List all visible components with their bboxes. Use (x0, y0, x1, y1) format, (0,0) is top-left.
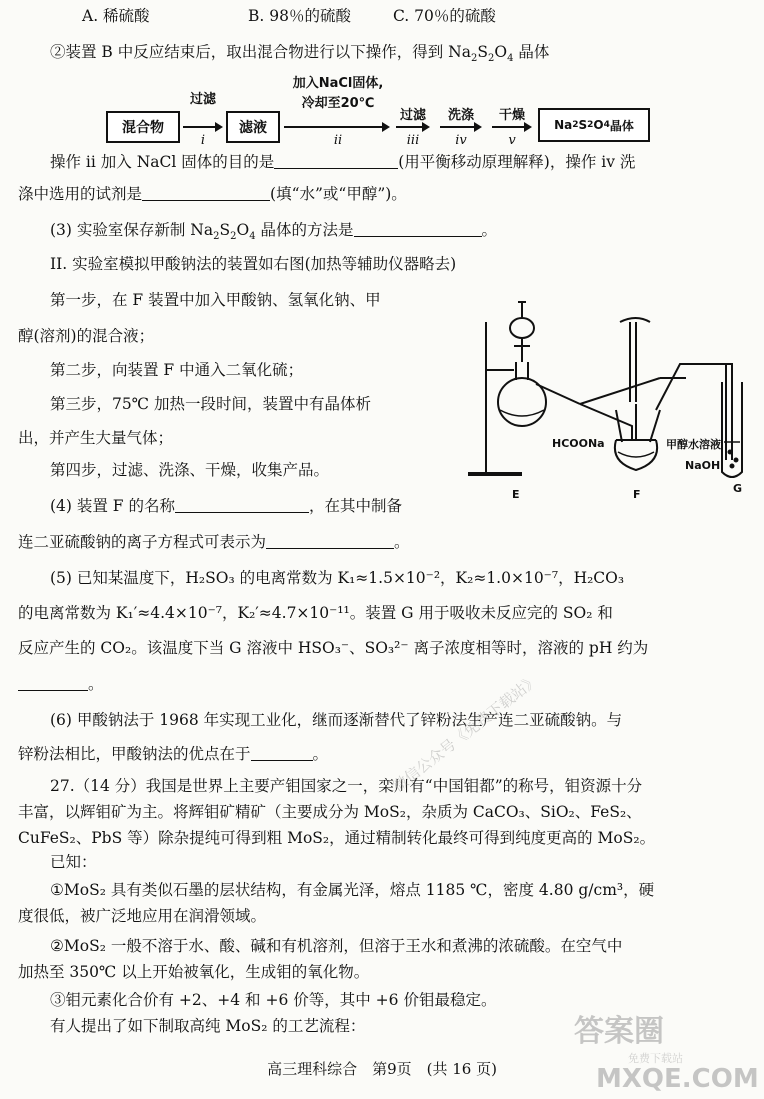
q27-line-3: CuFeS₂、PbS 等）除杂提纯可得到粗 MoS₂，通过精制转化最终可得到纯度更高的 MoS₂。 (18, 829, 656, 847)
flow-arrow (440, 126, 480, 128)
delivery-tube (580, 378, 686, 440)
label-naoh: NaOH (685, 459, 721, 472)
flow-step2-label-1: 加入NaCl固体, (292, 76, 384, 91)
q27-line-5: ①MoS₂ 具有类似石墨的层状结构，有金属光泽，熔点 1185 ℃，密度 4.80 g/cm³，硬 (50, 881, 655, 899)
three-neck-flask (615, 440, 657, 470)
q27-line-9: ③钼元素化合价有 +2、+4 和 +6 价等，其中 +6 价钼最稳定。 (50, 991, 497, 1009)
answer-blank[interactable] (251, 746, 313, 761)
label-methanol-solution: 甲醇水溶液 (666, 438, 721, 451)
answer-blank[interactable] (274, 154, 398, 169)
flow-arrow (396, 126, 428, 128)
q2-line-2: 涤中选用的试剂是 (填“水”或“甲醇”)。 (18, 185, 407, 203)
q27-line-10: 有人提出了如下制取高纯 MoS₂ 的工艺流程： (50, 1017, 366, 1035)
answer-blank[interactable] (266, 534, 394, 549)
q4-line-2: 连二亚硫酸钠的离子方程式可表示为 。 (18, 533, 410, 551)
flow-step4-num: iv (455, 133, 467, 148)
step-1-line-1: 第一步，在 F 装置中加入甲酸钠、氢氧化钠、甲 (50, 291, 381, 309)
q6-line-1: (6) 甲酸钠法于 1968 年实现工业化，继而逐渐替代了锌粉法生产连二亚硫酸钠。与 (50, 711, 623, 729)
q27-line-8: 加热至 350℃ 以上开始被氧化，生成钼的氧化物。 (18, 963, 370, 981)
flow-step5-label: 干燥 (498, 108, 525, 123)
part2-intro: II. 实验室模拟甲酸钠法的装置如右图(加热等辅助仪器略去) (50, 255, 457, 273)
q27-line-7: ②MoS₂ 一般不溶于水、酸、碱和有机溶剂，但溶于王水和煮沸的浓硫酸。在空气中 (50, 937, 623, 955)
page-footer: 高三理科综合 第9页 (共 16 页) (267, 1060, 497, 1078)
flow-step2-num: ii (333, 133, 343, 148)
q27-known: 已知： (50, 853, 97, 871)
answer-blank[interactable] (354, 222, 482, 237)
watermark-site: MXQE.COM (596, 1064, 759, 1094)
flow-step5-num: v (508, 133, 516, 148)
flow-step1-label: 过滤 (189, 92, 216, 107)
step-3-line-2: 出，并产生大量气体； (18, 429, 174, 447)
option-c: C. 70％的硫酸 (393, 7, 496, 25)
q27-line-1: 27.（14 分）我国是世界上主要产钼国家之一，栾川有“中国钼都”的称号，钼资源十分 (50, 777, 643, 795)
option-b: B. 98％的硫酸 (248, 7, 351, 25)
flow-arrow (284, 126, 388, 128)
flow-step3-label: 过滤 (399, 108, 426, 123)
answer-blank[interactable] (142, 186, 270, 201)
stirrer-rotation-icon (620, 318, 650, 322)
q27-line-6: 度很低，被广泛地应用在润滑领域。 (18, 907, 267, 925)
apparatus-diagram (460, 292, 760, 508)
flow-step1-num: i (200, 133, 206, 148)
step-1-line-2: 醇(溶剂)的混合液； (18, 327, 155, 345)
watermark-center: 微信公众号《免费下载站》 (389, 670, 543, 796)
q5-line-2: 的电离常数为 K₁′≈4.4×10⁻⁷，K₂′≈4.7×10⁻¹¹。装置 G 用于吸收未反应完的 SO₂ 和 (18, 604, 613, 622)
q27-line-2: 丰富，以辉钼矿为主。将辉钼矿精矿（主要成分为 MoS₂，杂质为 CaCO₃、SiO₂、FeS₂、 (18, 803, 642, 821)
label-e: E (512, 488, 520, 501)
label-f: F (633, 488, 641, 501)
watermark-small: 免费下载站 (628, 1052, 683, 1065)
q5-line-3: 反应产生的 CO₂。该温度下当 G 溶液中 HSO₃⁻、SO₃²⁻ 离子浓度相等时，溶液的 pH 约为 (18, 639, 649, 657)
q4-line-1: (4) 装置 F 的名称 ，在其中制备 (50, 497, 403, 515)
flow-step4-label: 洗涤 (447, 108, 474, 123)
flow-step3-num: iii (406, 133, 420, 148)
step-4: 第四步，过滤、洗涤、干燥，收集产品。 (50, 461, 330, 479)
watermark-logo: 答案圈 (574, 1014, 664, 1049)
flow-step2-label-2: 冷却至20℃ (301, 96, 375, 111)
q2-line-1: 操作 ii 加入 NaCl 固体的目的是 (用平衡移动原理解释)，操作 iv 洗 (50, 153, 636, 171)
flow-arrow (492, 126, 530, 128)
q6-line-2: 锌粉法相比，甲酸钠法的优点在于 。 (18, 745, 329, 763)
q5-line-4: 。 (18, 674, 104, 694)
flow-box-mixture: 混合物 (106, 111, 180, 143)
label-hcoona: HCOONa (552, 437, 605, 450)
answer-blank[interactable] (175, 498, 309, 513)
step-3-line-1: 第三步，75℃ 加热一段时间，装置中有晶体析 (50, 395, 371, 413)
q2-intro: ②装置 B 中反应结束后，取出混合物进行以下操作，得到 $Na_2S_2O_4$ 晶体 (50, 43, 550, 65)
step-2: 第二步，向装置 F 中通入二氧化硫； (50, 361, 304, 379)
q3-line: (3) 实验室保存新制 $Na_2S_2O_4$ 晶体的方法是 。 (50, 221, 498, 243)
q5-line-1: (5) 已知某温度下，H₂SO₃ 的电离常数为 K₁≈1.5×10⁻²，K₂≈1.0×10⁻⁷，H₂CO₃ (50, 569, 625, 587)
flow-box-filtrate: 滤液 (226, 111, 280, 143)
dropping-funnel (510, 318, 534, 338)
label-g: G (733, 482, 743, 495)
answer-blank[interactable] (18, 676, 88, 691)
flow-box-product: Na 2 S 2 O 4 晶体 (538, 108, 650, 142)
flow-arrow (183, 126, 221, 128)
option-a: A. 稀硫酸 (82, 7, 150, 25)
